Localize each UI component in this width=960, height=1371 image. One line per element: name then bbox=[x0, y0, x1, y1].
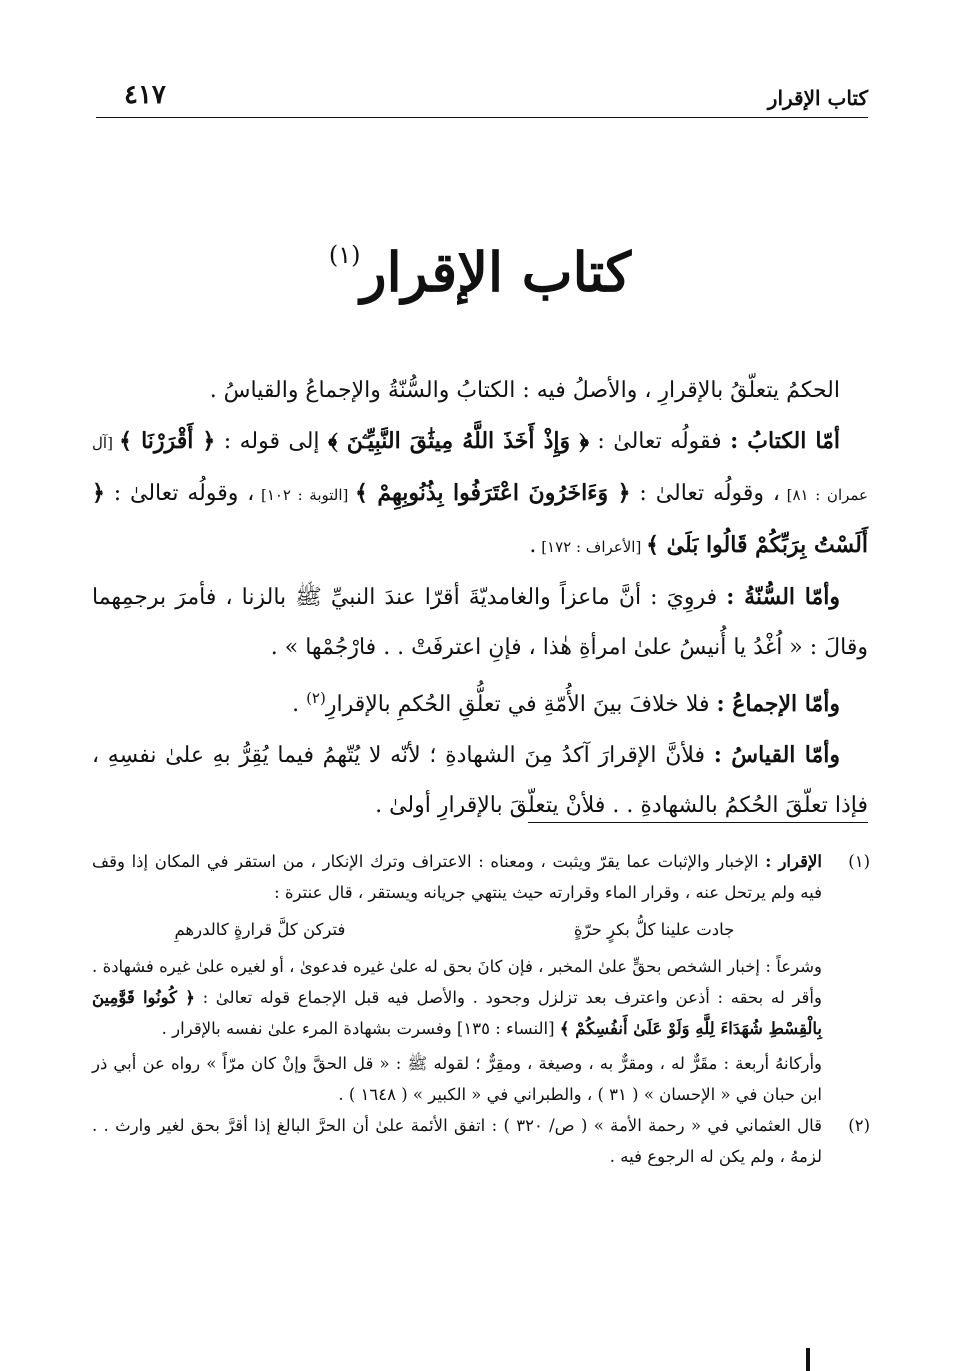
running-title: كتاب الإقرار bbox=[767, 86, 868, 110]
chapter-note-ref: (١) bbox=[328, 241, 361, 269]
footnote-1 bbox=[92, 846, 870, 1110]
ijma-end: . bbox=[292, 692, 307, 717]
quran-verse-2: ﴿ أَقْرَرْنَا ﴾ bbox=[119, 428, 216, 454]
footnote-number: (٢) bbox=[848, 1116, 870, 1135]
lead-sunnah: وأمّا السُّنّةُ : bbox=[726, 584, 840, 610]
book-text-d: ، وقولُه تعالىٰ : bbox=[104, 481, 255, 506]
lead-ijma: وأمّا الإجماعُ : bbox=[716, 691, 840, 717]
footnote-number: (١) bbox=[848, 852, 870, 871]
body-text bbox=[92, 366, 868, 831]
footnote-1-pillars: وأركانهُ أربعة : مقَرٌّ له ، ومقرٌّ به ، وصيغة ، ومقِرٌّ ؛ لقوله ﷺ : « قل الحقَّ وإنْ كان مرّاً » رواه عن أبي ذر ابن حبان في « الإحسان » ( ٣١ ) ، والطبراني في « الكبير » ( ١٦٤٨ ) . bbox=[92, 1054, 822, 1104]
footnote-1-text-a: وشرعاً : إخبار الشخص بحقٍّ علىٰ المخبر ، فإن كانَ بحق له علىٰ غيره فدعوىٰ ، أو لغيره علىٰ غيره فشهادة . وأقر له بحقه : أذعن واعترف بعد تزلزل وجحود . والأصل فيه قبل الإجماع قوله تعالىٰ : bbox=[92, 957, 822, 1007]
paragraph-intro: الحكمُ يتعلّقُ بالإقرارِ ، والأصلُ فيه : الكتابُ والسُّنّةُ والإجماعُ والقياسُ . bbox=[209, 378, 840, 403]
book-text-a: فقولُه تعالىٰ : bbox=[588, 429, 731, 454]
paragraph-sunnah bbox=[92, 572, 868, 673]
footnote-1-definition bbox=[92, 846, 822, 908]
quran-verse-4: ﴿ أَلَسْتُ بِرَبِّكُمْ قَالُوا بَلَىٰ ﴾ bbox=[92, 480, 868, 558]
page-number: ٤١٧ bbox=[124, 80, 166, 110]
footnote-1-text: الإخبار والإثبات عما يقرّ ويثبت ، ومعناه : الاعتراف وترك الإنكار ، من استقر في المكان إذا وقف فيه ولم يرتحل عنه ، وقرار الماء وقرارته حيث ينتهي جريانه ويستقر ، قال عنترة : bbox=[92, 852, 822, 902]
footnote-2-text: قال العثماني في « رحمة الأمة » ( ص/ ٣٢٠ ) : اتفق الأئمة علىٰ أن الحرَّ البالغ إذا أقرَّ بحق لغير وارث . . لزمهُ ، ولم يكن له الرجوع فيه . bbox=[92, 1116, 822, 1166]
ijma-note-ref: (٢) bbox=[306, 689, 326, 707]
qiyas-text: فلأنَّ الإقرارَ آكدُ مِنَ الشهادةِ ؛ لأنّه لا يُتّهمُ فيما يُقِرُّ بهِ علىٰ نفسِهِ ، فإذا تعلّقَ الحُكمُ بالشهادةِ . . فلأنْ يتعلّقَ بالإقرارِ أولىٰ . bbox=[92, 743, 868, 818]
footnote-1-text-b: [النساء : ١٣٥] وفسرت بشهادة المرء علىٰ نفسه بالإقرار . bbox=[161, 1019, 560, 1038]
running-header bbox=[96, 80, 868, 118]
footnote-1-shari-definition bbox=[92, 951, 822, 1044]
lead-qiyas: وأمّا القياسُ : bbox=[713, 742, 840, 768]
footnote-2 bbox=[92, 1110, 870, 1172]
book-text-b: إلى قوله : bbox=[215, 429, 328, 454]
ijma-text: فلا خلافَ بينَ الأُمّةِ في تعلُّقِ الحُكمِ بالإقرارِ bbox=[325, 692, 717, 717]
footnote-rule bbox=[528, 822, 868, 823]
footnote-1-lead: الإقرار : bbox=[765, 852, 823, 871]
poem-second-hemistich: فتركن كلَّ قرارةٍ كالدرهمِ bbox=[174, 920, 346, 939]
footnote-1-verse: ﴿ كُونُوا قَوَّٰمِينَ بِالْقِسْطِ شُهَدَاءَ لِلَّهِ وَلَوْ عَلَىٰ أَنفُسِكُمْ ﴾ bbox=[92, 988, 822, 1038]
paragraph-book bbox=[92, 416, 868, 572]
footnotes bbox=[92, 846, 870, 1172]
quran-verse-1: ﴿ وَإِذْ أَخَذَ اللَّهُ مِيثَٰقَ النَّبِيِّـۧنَ ﴾ bbox=[327, 428, 589, 454]
chapter-title-text: كتاب الإقرار bbox=[360, 240, 632, 304]
lead-book: أمّا الكتابُ : bbox=[730, 428, 841, 454]
poem-verse bbox=[92, 914, 822, 945]
quran-verse-3: ﴿ وَءَاخَرُونَ اعْتَرَفُوا بِذُنُوبِهِمْ ﴾ bbox=[355, 480, 631, 506]
poem-first-hemistich: جادت علينا كلُّ بكرٍ حرّةٍ bbox=[573, 920, 735, 939]
verse-ref-1: [آل عمران : ٨١] bbox=[92, 434, 869, 504]
verse-ref-3: [الأعراف : ١٧٢] bbox=[536, 538, 647, 556]
chapter-title bbox=[0, 240, 960, 305]
paragraph-qiyas bbox=[92, 730, 868, 831]
sunnah-text: فروِيَ : أنَّ ماعزاً والغامديّةَ أقرّا عندَ النبيِّ ﷺ بالزنا ، فأمرَ برجمِهما وقالَ : « اُغْدُ يا أُنيسُ علىٰ امرأةِ هٰذا ، فإنِ اعترفَتْ . . فارْجُمْها » . bbox=[92, 585, 868, 660]
book-text-c: ، وقولُه تعالىٰ : bbox=[630, 481, 780, 506]
paragraph-ijma bbox=[92, 673, 868, 730]
book-text-e: . bbox=[529, 533, 537, 558]
header-rule bbox=[96, 117, 868, 118]
verse-ref-2: [التوبة : ١٠٢] bbox=[254, 486, 356, 504]
bottom-edge-mark bbox=[806, 1348, 810, 1371]
